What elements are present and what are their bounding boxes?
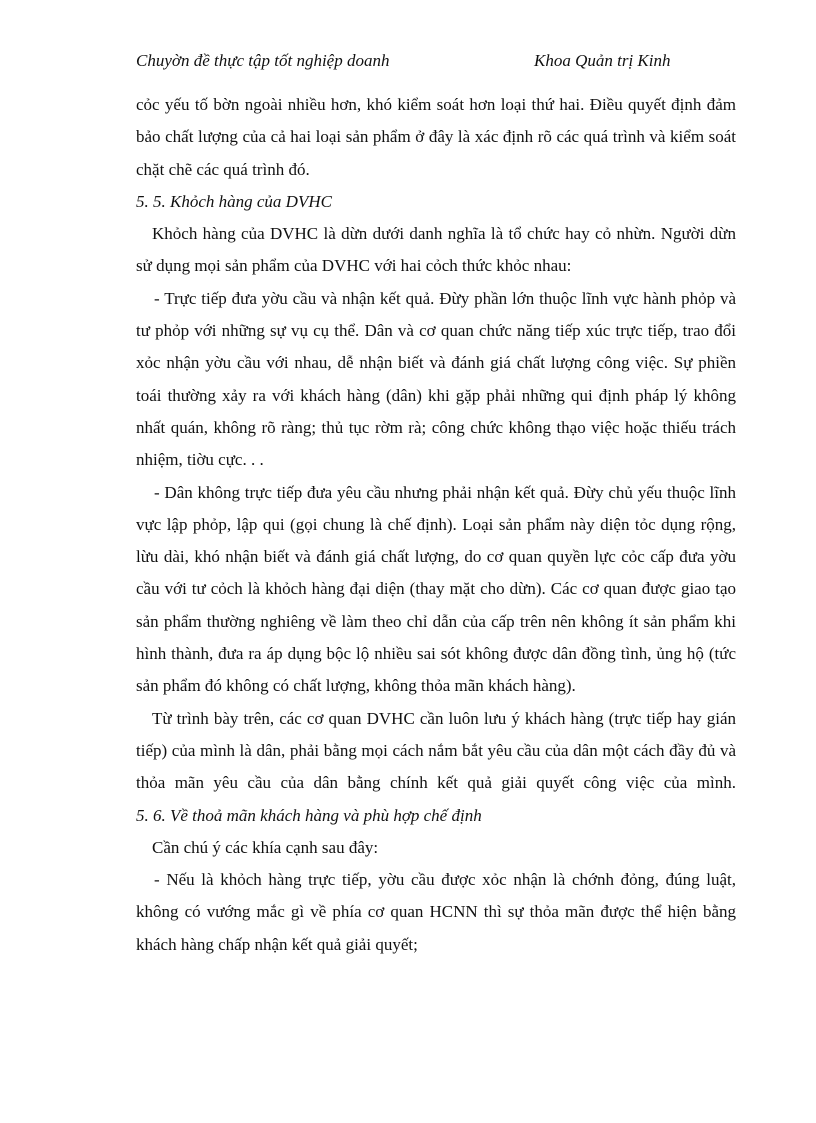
paragraph: Cần chú ý các khía cạnh sau đây: (152, 837, 379, 857)
header-left-title: Chuyờn đề thực tập tốt nghiệp doanh (136, 51, 390, 70)
section-heading-5-5: 5. 5. Khỏch hàng của DVHC (136, 191, 332, 211)
document-body (136, 89, 736, 961)
header-right-title: Khoa Quản trị Kinh (534, 51, 671, 70)
bullet-paragraph: - Dân không trực tiếp đưa yêu cầu nhưng phải nhận kết quả. Đừy chủ yếu thuộc lĩnh vực lập phỏp, lập qui (gọi chung là chế định). Loại sản phẩm này diện tỏc dụng rộng, lừu dài, khó nhận biết và đánh giá chất lượng, do cơ quan quyền lực cỏc cấp đưa yờu cầu với tư cỏch là khỏch hàng đại diện (thay mặt cho dừn). Các cơ quan được giao tạo sản phẩm thường nghiêng về làm theo chỉ dẫn của cấp trên nên không ít sản phẩm khi hình thành, đưa ra áp dụng bộc lộ nhiều sai sót không được dân đồng tình, ủng hộ (tức sản phẩm đó không có chất lượng, không thỏa mãn khách hàng). (136, 482, 736, 696)
paragraph-continuation: cỏc yếu tố bờn ngoài nhiều hơn, khó kiểm soát hơn loại thứ hai. Điều quyết định đảm bảo chất lượng của cả hai loại sản phẩm ở đây là xác định rõ các quá trình và kiểm soát chặt chẽ các quá trình đó. (136, 95, 736, 179)
bullet-paragraph: - Trực tiếp đưa yờu cầu và nhận kết quả. Đừy phần lớn thuộc lĩnh vực hành phỏp và tư phỏp với những sự vụ cụ thể. Dân và cơ quan chức năng tiếp xúc trực tiếp, trao đổi xỏc nhận yờu cầu với nhau, dễ nhận biết và đánh giá chất lượng công việc. Sự phiền toái thường xảy ra với khách hàng (dân) khi gặp phải những qui định pháp lý không nhất quán, không rõ ràng; thủ tục rờm rà; công chức không thạo việc hoặc thiếu trách nhiệm, tiờu cực. . . (136, 288, 736, 470)
paragraph: Khỏch hàng của DVHC là dừn dưới danh nghĩa là tổ chức hay cỏ nhừn. Người dừn sử dụng mọi sản phẩm của DVHC với hai cỏch thức khỏc nhau: (136, 224, 736, 276)
section-heading-5-6: 5. 6. Về thoả mãn khách hàng và phù hợp chế định (136, 805, 482, 825)
bullet-paragraph: - Nếu là khỏch hàng trực tiếp, yờu cầu được xỏc nhận là chớnh đỏng, đúng luật, không có vướng mắc gì về phía cơ quan HCNN thì sự thỏa mãn được thể hiện bằng khách hàng chấp nhận kết quả giải quyết; (136, 870, 736, 954)
paragraph: Từ trình bày trên, các cơ quan DVHC cần luôn lưu ý khách hàng (trực tiếp hay gián tiếp) của mình là dân, phải bằng mọi cách nắm bắt yêu cầu của dân một cách đầy đủ và thỏa mãn yêu cầu của dân bằng chính kết quả giải quyết công việc của mình. (136, 708, 736, 793)
